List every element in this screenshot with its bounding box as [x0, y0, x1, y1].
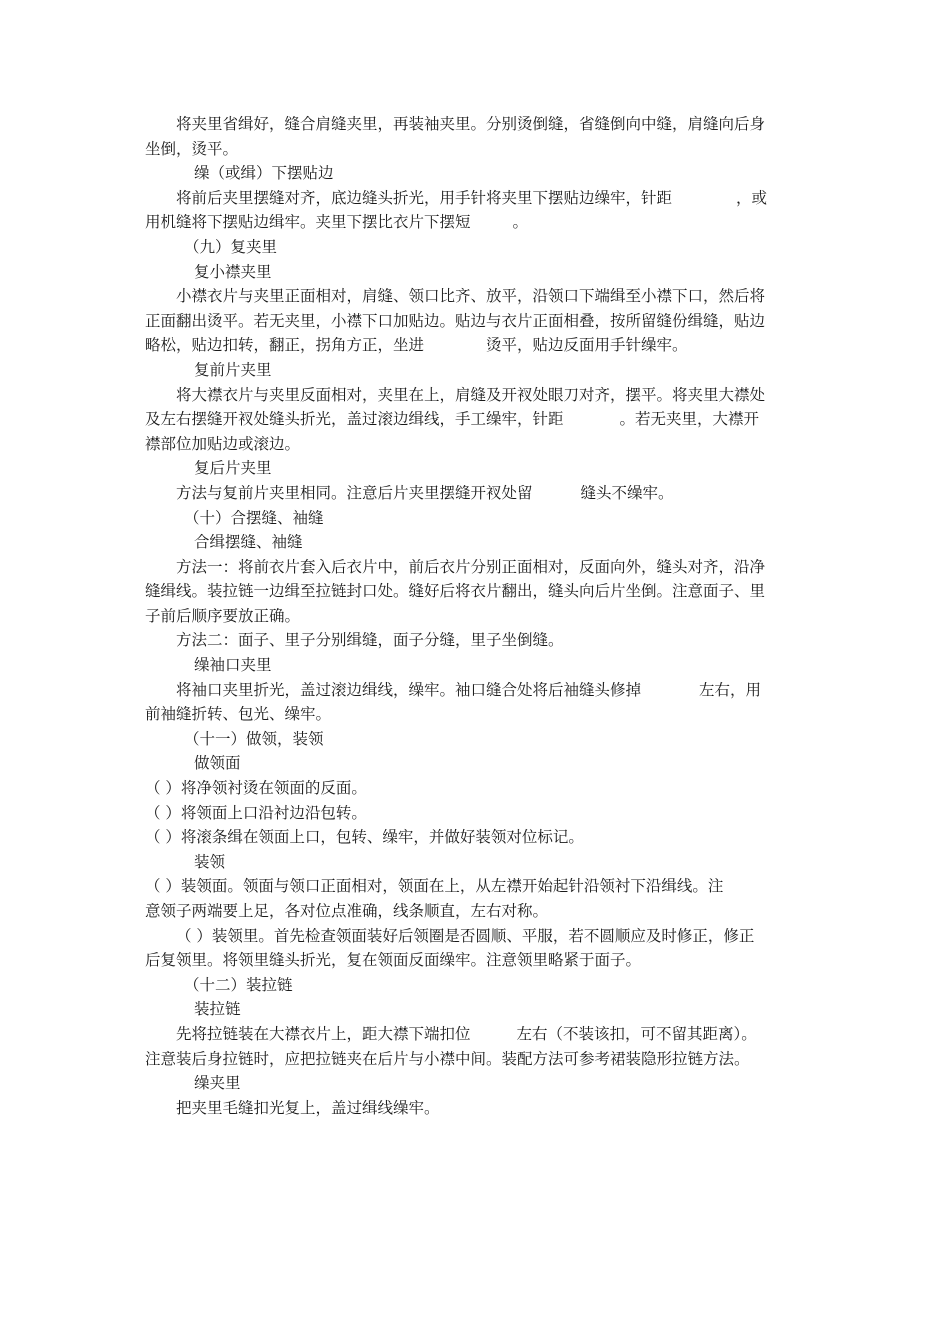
paragraph: [145, 1022, 808, 1071]
paragraph: [145, 481, 808, 506]
text-line: [145, 210, 808, 235]
paragraph: [145, 383, 808, 457]
paragraph: [145, 1096, 808, 1121]
list-item-text: （ ）将净领衬烫在领面的反面。: [145, 779, 367, 798]
text-line: （ ）装领面。领面与领口正面相对，领面在上，从左襟开始起针沿领衬下沿缉线。注: [145, 877, 724, 896]
subheading: [145, 530, 808, 555]
paragraph: [145, 555, 808, 629]
text-span: 。: [512, 213, 529, 232]
text-line: [145, 407, 808, 432]
text-line: 方法一：将前衣片套入后衣片中，前后衣片分别正面相对，反面向外，缝头对齐，沿净: [176, 557, 766, 576]
subheading-text: 装领: [194, 852, 226, 871]
text-line: 前袖缝折转、包光、缲牢。: [145, 705, 332, 724]
text-line: 意领子两端要上足，各对位点准确，线条顺直，左右对称。: [145, 902, 549, 920]
text-span: ，或: [736, 188, 768, 207]
subheading: [145, 1071, 808, 1096]
subheading-text: 复小襟夹里: [194, 262, 272, 281]
text-line: [145, 678, 808, 703]
text-line: 缝缉线。装拉链一边缉至拉链封口处。缝好后将衣片翻出，缝头向后片坐倒。注意面子、里: [145, 582, 766, 601]
text-span: 用机缝将下摆贴边缉牢。夹里下摆比衣片下摆短: [145, 213, 471, 232]
paragraph: [145, 284, 808, 358]
text-line: 坐倒，烫平。: [145, 139, 239, 158]
text-line: 方法二：面子、里子分别缉缝，面子分缝，里子坐倒缝。: [176, 631, 564, 650]
subheading: [145, 161, 808, 186]
section-heading: [145, 235, 808, 260]
section-heading: [145, 973, 808, 998]
text-span: 将袖口夹里折光，盖过滚边缉线，缲牢。袖口缝合处将后袖缝头修掉: [176, 680, 642, 699]
text-span: 方法与复前片夹里相同。注意后片夹里摆缝开衩处留: [176, 483, 533, 502]
text-line: 襟部位加贴边或滚边。: [145, 434, 301, 453]
text-line: [145, 481, 808, 506]
text-span: 烫平，贴边反面用手针缲牢。: [486, 336, 688, 355]
list-item-text: （ ）将滚条缉在领面上口，包转、缲牢，并做好装领对位标记。: [145, 828, 584, 847]
text-line: （ ）装领里。首先检查领面装好后领圈是否圆顺、平服，若不圆顺应及时修正，修正: [176, 926, 755, 945]
subheading: [145, 751, 808, 776]
text-line: 正面翻出烫平。若无夹里，小襟下口加贴边。贴边与衣片正面相叠，按所留缝份缉缝，贴边: [145, 311, 766, 330]
subheading: [145, 997, 808, 1022]
text-line: [145, 1022, 808, 1047]
paragraph: [145, 112, 808, 161]
text-line: 小襟衣片与夹里正面相对，肩缝、领口比齐、放平，沿领口下端缉至小襟下口，然后将: [176, 287, 766, 306]
subheading-text: 复后片夹里: [194, 459, 272, 478]
subheading-text: 复前片夹里: [194, 360, 272, 379]
text-span: 及左右摆缝开衩处缝头折光，盖过滚边缉线，手工缲牢，针距: [145, 410, 564, 429]
subheading-text: 做领面: [194, 754, 241, 773]
text-span: 先将拉链装在大襟衣片上，距大襟下端扣位: [176, 1024, 471, 1043]
text-span: 左右（不装该扣，可不留其距离）。: [516, 1024, 757, 1043]
subheading: [145, 850, 808, 875]
subheading-text: 缲袖口夹里: [194, 656, 272, 675]
text-line: 将大襟衣片与夹里反面相对，夹里在上，肩缝及开衩处眼刀对齐，摆平。将夹里大襟处: [176, 385, 766, 404]
text-span: 。若无夹里，大襟开: [619, 410, 760, 429]
section-heading: [145, 727, 808, 752]
paragraph: [145, 874, 808, 923]
text-line: 注意装后身拉链时，应把拉链夹在后片与小襟中间。装配方法可参考裙装隐形拉链方法。: [145, 1049, 750, 1068]
section-heading-text: （十）合摆缝、袖缝: [184, 508, 324, 527]
text-line: 子前后顺序要放正确。: [145, 606, 301, 625]
section-heading-text: （九）复夹里: [184, 237, 278, 256]
subheading: [145, 260, 808, 285]
subheading-text: 装拉链: [194, 1000, 241, 1019]
section-heading-text: （十一）做领，装领: [184, 729, 324, 748]
text-line: 将夹里省缉好，缝合肩缝夹里，再装袖夹里。分别烫倒缝，省缝倒向中缝，肩缝向后身: [176, 115, 766, 133]
text-span: 略松，贴边扣转，翻正，拐角方正，坐进: [145, 336, 425, 355]
text-span: 将前后夹里摆缝对齐，底边缝头折光，用手针将夹里下摆贴边缲牢，针距: [176, 188, 673, 207]
list-item: [145, 801, 808, 826]
text-line: [145, 333, 808, 358]
list-item: [145, 825, 808, 850]
subheading: [145, 653, 808, 678]
paragraph: [145, 186, 808, 235]
subheading: [145, 456, 808, 481]
subheading-text: 缲夹里: [194, 1074, 241, 1093]
section-heading-text: （十二）装拉链: [184, 975, 293, 994]
document-page: [145, 112, 808, 1120]
text-line: 把夹里毛缝扣光复上，盖过缉线缲牢。: [176, 1098, 440, 1117]
paragraph: [145, 628, 808, 653]
paragraph: [145, 678, 808, 727]
text-line: [145, 186, 808, 211]
list-item-text: （ ）将领面上口沿衬边沿包转。: [145, 803, 367, 822]
list-item: [145, 776, 808, 801]
subheading: [145, 358, 808, 383]
section-heading: [145, 506, 808, 531]
text-span: 左右，用: [699, 680, 762, 699]
paragraph: [145, 924, 808, 973]
text-span: 缝头不缲牢。: [580, 483, 674, 502]
text-line: 后复领里。将领里缝头折光，复在领面反面缲牢。注意领里略紧于面子。: [145, 951, 642, 970]
subheading-text: 缲（或缉）下摆贴边: [194, 164, 334, 183]
subheading-text: 合缉摆缝、袖缝: [194, 533, 303, 552]
